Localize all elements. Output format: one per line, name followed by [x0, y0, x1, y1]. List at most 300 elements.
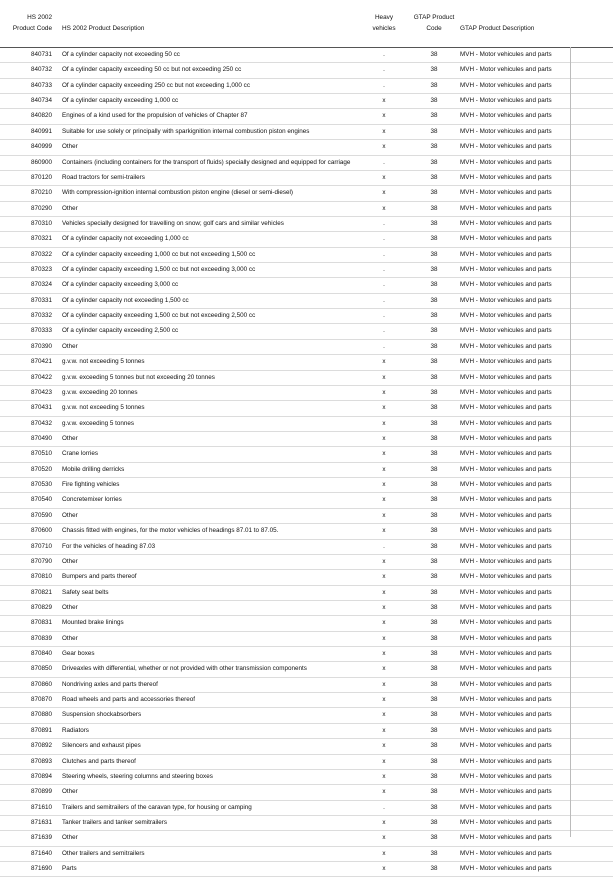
cell-heavy: .	[383, 235, 385, 243]
cell-code: 870331	[30, 296, 52, 304]
cell-code: 840731	[30, 51, 52, 58]
cell-gdesc: MVH - Motor vehicules and parts	[460, 143, 552, 151]
cell-heavy: .	[383, 51, 385, 58]
cell-heavy: x	[382, 511, 386, 519]
table-row	[0, 724, 613, 739]
cell-code: 840732	[30, 66, 52, 74]
table-row	[0, 186, 613, 201]
cell-code: 870839	[30, 634, 52, 642]
table-row	[0, 140, 613, 155]
cell-heavy: x	[382, 434, 386, 442]
cell-gtap: 38	[430, 373, 438, 381]
cell-desc: Of a cylinder capacity not exceeding 1,000 cc	[62, 235, 189, 243]
hs-gtap-table	[0, 12, 613, 877]
cell-code: 871690	[30, 865, 52, 873]
table-row	[0, 340, 613, 355]
cell-heavy: x	[382, 849, 386, 857]
cell-desc: Of a cylinder capacity not exceeding 50 cc	[62, 51, 180, 58]
cell-code: 871639	[30, 834, 52, 842]
cell-gtap: 38	[430, 573, 438, 581]
cell-desc: Safety seat belts	[62, 588, 109, 596]
cell-gtap: 38	[430, 849, 438, 857]
cell-gtap: 38	[430, 557, 438, 565]
right-edge-line	[570, 47, 571, 837]
table-row	[0, 48, 613, 63]
cell-gdesc: MVH - Motor vehicules and parts	[460, 250, 552, 258]
cell-code: 870530	[30, 481, 52, 489]
table-row	[0, 570, 613, 585]
cell-heavy: x	[382, 619, 386, 627]
table-row	[0, 555, 613, 570]
cell-gdesc: MVH - Motor vehicules and parts	[460, 419, 552, 427]
cell-gtap: 38	[430, 527, 438, 535]
cell-heavy: x	[382, 865, 386, 873]
cell-gtap: 38	[430, 588, 438, 596]
cell-code: 870431	[30, 404, 52, 412]
cell-heavy: x	[382, 818, 386, 826]
cell-gdesc: MVH - Motor vehicules and parts	[460, 696, 552, 704]
table-row	[0, 417, 613, 432]
cell-desc: Steering wheels, steering columns and steering boxes	[62, 772, 213, 780]
cell-gtap: 38	[430, 281, 438, 289]
cell-gdesc: MVH - Motor vehicules and parts	[460, 66, 552, 74]
cell-gdesc: MVH - Motor vehicules and parts	[460, 865, 552, 873]
cell-gdesc: MVH - Motor vehicules and parts	[460, 388, 552, 396]
cell-desc: Of a cylinder capacity exceeding 3,000 cc	[62, 281, 179, 289]
table-row	[0, 708, 613, 723]
table-row	[0, 662, 613, 677]
cell-gtap: 38	[430, 680, 438, 688]
cell-desc: Of a cylinder capacity exceeding 1,500 cc but not exceeding 2,500 cc	[62, 312, 256, 320]
cell-desc: g.v.w. exceeding 5 tonnes but not exceeding 20 tonnes	[62, 373, 215, 381]
cell-gtap: 38	[430, 742, 438, 750]
cell-heavy: x	[382, 496, 386, 504]
cell-heavy: x	[382, 757, 386, 765]
table-row	[0, 386, 613, 401]
table-row	[0, 493, 613, 508]
cell-gdesc: MVH - Motor vehicules and parts	[460, 650, 552, 658]
cell-gdesc: MVH - Motor vehicules and parts	[460, 573, 552, 581]
table-row	[0, 601, 613, 616]
cell-gtap: 38	[430, 434, 438, 442]
cell-gtap: 38	[430, 665, 438, 673]
cell-desc: Vehicles specially designed for travelling on snow; golf cars and similar vehicles	[62, 219, 284, 227]
cell-heavy: x	[382, 665, 386, 673]
cell-code: 870831	[30, 619, 52, 627]
cell-desc: With compression-ignition internal combustion piston engine (diesel or semi-diesel)	[62, 189, 293, 197]
cell-code: 840734	[30, 97, 52, 105]
cell-gtap: 38	[430, 496, 438, 504]
cell-gtap: 38	[430, 127, 438, 135]
cell-code: 870810	[30, 573, 52, 581]
table-row	[0, 432, 613, 447]
cell-desc: Suitable for use solely or principally with sparkignition internal combustion piston engines	[62, 127, 310, 135]
cell-gdesc: MVH - Motor vehicules and parts	[460, 788, 552, 796]
cell-code: 870324	[30, 281, 52, 289]
cell-gtap: 38	[430, 296, 438, 304]
cell-desc: Of a cylinder capacity exceeding 250 cc but not exceeding 1,000 cc	[62, 81, 250, 89]
cell-heavy: x	[382, 650, 386, 658]
cell-gtap: 38	[430, 219, 438, 227]
header-gtap-code-line2: Code	[426, 25, 442, 32]
cell-desc: Radiators	[62, 726, 89, 734]
cell-desc: Crane lorries	[62, 450, 99, 458]
cell-gtap: 38	[430, 511, 438, 519]
cell-code: 870893	[30, 757, 52, 765]
cell-heavy: .	[383, 158, 385, 166]
cell-code: 870422	[30, 373, 52, 381]
cell-desc: Mobile drilling derricks	[62, 465, 125, 473]
cell-heavy: .	[383, 327, 385, 335]
cell-code: 870490	[30, 434, 52, 442]
cell-desc: Of a cylinder capacity exceeding 1,500 cc but not exceeding 3,000 cc	[62, 266, 256, 274]
cell-code: 870321	[30, 235, 52, 243]
table-row	[0, 586, 613, 601]
cell-gtap: 38	[430, 342, 438, 350]
table-row	[0, 309, 613, 324]
table-row	[0, 647, 613, 662]
header-heavy-line1: Heavy	[374, 14, 394, 21]
cell-code: 870899	[30, 788, 52, 796]
header-gtap-code-line1: GTAP Product	[413, 14, 455, 21]
cell-desc: g.v.w. not exceeding 5 tonnes	[62, 358, 145, 366]
cell-desc: Clutches and parts thereof	[62, 757, 136, 765]
table-row	[0, 755, 613, 770]
cell-heavy: x	[382, 97, 386, 105]
cell-gtap: 38	[430, 204, 438, 212]
cell-code: 860900	[30, 158, 52, 166]
header-hs-code-line1: HS 2002	[27, 14, 52, 21]
table-row	[0, 248, 613, 263]
cell-gdesc: MVH - Motor vehicules and parts	[460, 619, 552, 627]
header-hs-description: HS 2002 Product Description	[62, 25, 145, 32]
table-row	[0, 463, 613, 478]
cell-gdesc: MVH - Motor vehicules and parts	[460, 204, 552, 212]
cell-gtap: 38	[430, 158, 438, 166]
cell-gtap: 38	[430, 634, 438, 642]
cell-desc: For the vehicles of heading 87.03	[62, 542, 156, 550]
cell-desc: Other	[62, 511, 78, 519]
cell-desc: Of a cylinder capacity exceeding 1,000 cc but not exceeding 1,500 cc	[62, 250, 256, 258]
cell-gdesc: MVH - Motor vehicules and parts	[460, 818, 552, 826]
cell-desc: Tanker trailers and tanker semitrailers	[62, 818, 167, 826]
cell-gdesc: MVH - Motor vehicules and parts	[460, 803, 552, 811]
cell-gtap: 38	[430, 112, 438, 120]
cell-desc: Other	[62, 788, 78, 796]
cell-gtap: 38	[430, 772, 438, 780]
cell-gtap: 38	[430, 542, 438, 550]
table-row	[0, 355, 613, 370]
cell-desc: Other	[62, 634, 78, 642]
cell-code: 870790	[30, 557, 52, 565]
cell-heavy: x	[382, 143, 386, 151]
cell-gdesc: MVH - Motor vehicules and parts	[460, 173, 552, 181]
cell-heavy: x	[382, 450, 386, 458]
cell-heavy: .	[383, 542, 385, 550]
cell-heavy: x	[382, 588, 386, 596]
cell-code: 870710	[30, 542, 52, 550]
cell-heavy: x	[382, 204, 386, 212]
cell-code: 840991	[30, 127, 52, 135]
cell-code: 870880	[30, 711, 52, 719]
cell-heavy: .	[383, 281, 385, 289]
cell-heavy: x	[382, 189, 386, 197]
cell-gdesc: MVH - Motor vehicules and parts	[460, 312, 552, 320]
cell-desc: Mounted brake linings	[62, 619, 124, 627]
cell-heavy: x	[382, 419, 386, 427]
cell-code: 870390	[30, 342, 52, 350]
cell-gdesc: MVH - Motor vehicules and parts	[460, 742, 552, 750]
cell-heavy: .	[383, 296, 385, 304]
cell-desc: Parts	[62, 865, 77, 873]
cell-gdesc: MVH - Motor vehicules and parts	[460, 557, 552, 565]
cell-gdesc: MVH - Motor vehicules and parts	[460, 112, 552, 120]
cell-heavy: x	[382, 481, 386, 489]
cell-gdesc: MVH - Motor vehicules and parts	[460, 711, 552, 719]
cell-gtap: 38	[430, 803, 438, 811]
cell-gdesc: MVH - Motor vehicules and parts	[460, 358, 552, 366]
cell-gdesc: MVH - Motor vehicules and parts	[460, 373, 552, 381]
table-row	[0, 263, 613, 278]
cell-gdesc: MVH - Motor vehicules and parts	[460, 726, 552, 734]
cell-code: 870290	[30, 204, 52, 212]
table-row	[0, 109, 613, 124]
cell-gdesc: MVH - Motor vehicules and parts	[460, 296, 552, 304]
table-row	[0, 770, 613, 785]
cell-code: 870421	[30, 358, 52, 366]
header-gtap-description: GTAP Product Description	[460, 25, 535, 32]
cell-gtap: 38	[430, 757, 438, 765]
cell-gdesc: MVH - Motor vehicules and parts	[460, 757, 552, 765]
table-row	[0, 862, 613, 877]
cell-heavy: x	[382, 358, 386, 366]
cell-code: 871640	[30, 849, 52, 857]
cell-code: 870870	[30, 696, 52, 704]
table-row	[0, 371, 613, 386]
table-row	[0, 217, 613, 232]
table-row	[0, 232, 613, 247]
cell-desc: Of a cylinder capacity not exceeding 1,500 cc	[62, 296, 189, 304]
cell-code: 870432	[30, 419, 52, 427]
cell-desc: Of a cylinder capacity exceeding 2,500 cc	[62, 327, 179, 335]
cell-gtap: 38	[430, 358, 438, 366]
cell-gtap: 38	[430, 189, 438, 197]
cell-gtap: 38	[430, 818, 438, 826]
cell-code: 840733	[30, 81, 52, 89]
cell-heavy: x	[382, 127, 386, 135]
cell-heavy: .	[383, 66, 385, 74]
table-header	[0, 12, 613, 48]
cell-gdesc: MVH - Motor vehicules and parts	[460, 342, 552, 350]
cell-code: 870210	[30, 189, 52, 197]
cell-code: 870322	[30, 250, 52, 258]
cell-gtap: 38	[430, 97, 438, 105]
table-row	[0, 831, 613, 846]
cell-desc: Gear boxes	[62, 650, 95, 658]
table-row	[0, 156, 613, 171]
cell-heavy: x	[382, 173, 386, 181]
cell-gtap: 38	[430, 650, 438, 658]
cell-gdesc: MVH - Motor vehicules and parts	[460, 327, 552, 335]
cell-heavy: .	[383, 250, 385, 258]
cell-gdesc: MVH - Motor vehicules and parts	[460, 97, 552, 105]
table-row	[0, 94, 613, 109]
cell-desc: Other	[62, 434, 78, 442]
cell-code: 870840	[30, 650, 52, 658]
cell-gtap: 38	[430, 619, 438, 627]
cell-gtap: 38	[430, 81, 438, 89]
cell-code: 871610	[30, 803, 52, 811]
cell-gdesc: MVH - Motor vehicules and parts	[460, 680, 552, 688]
table-body	[0, 48, 613, 877]
cell-gdesc: MVH - Motor vehicules and parts	[460, 266, 552, 274]
cell-desc: Nondriving axles and parts thereof	[62, 680, 158, 688]
cell-heavy: x	[382, 711, 386, 719]
cell-gdesc: MVH - Motor vehicules and parts	[460, 219, 552, 227]
cell-code: 870423	[30, 388, 52, 396]
cell-gdesc: MVH - Motor vehicules and parts	[460, 404, 552, 412]
cell-gtap: 38	[430, 250, 438, 258]
cell-desc: Road wheels and parts and accessories thereof	[62, 696, 196, 704]
cell-gtap: 38	[430, 404, 438, 412]
cell-gdesc: MVH - Motor vehicules and parts	[460, 189, 552, 197]
cell-desc: Silencers and exhaust pipes	[62, 742, 141, 750]
table-row	[0, 678, 613, 693]
cell-desc: Of a cylinder capacity exceeding 1,000 cc	[62, 97, 179, 105]
cell-gdesc: MVH - Motor vehicules and parts	[460, 849, 552, 857]
cell-gdesc: MVH - Motor vehicules and parts	[460, 281, 552, 289]
table-row	[0, 324, 613, 339]
cell-desc: Other	[62, 557, 78, 565]
cell-code: 870860	[30, 680, 52, 688]
cell-gtap: 38	[430, 726, 438, 734]
cell-gtap: 38	[430, 603, 438, 611]
table-row	[0, 202, 613, 217]
cell-gdesc: MVH - Motor vehicules and parts	[460, 527, 552, 535]
cell-desc: Road tractors for semi-trailers	[62, 173, 145, 181]
cell-code: 870323	[30, 266, 52, 274]
cell-gdesc: MVH - Motor vehicules and parts	[460, 772, 552, 780]
cell-code: 840999	[30, 143, 52, 151]
cell-heavy: x	[382, 788, 386, 796]
cell-heavy: x	[382, 557, 386, 565]
cell-heavy: .	[383, 312, 385, 320]
cell-gtap: 38	[430, 450, 438, 458]
cell-heavy: x	[382, 527, 386, 535]
header-hs-code-line2: Product Code	[12, 25, 52, 32]
table-row	[0, 616, 613, 631]
table-row	[0, 801, 613, 816]
cell-gdesc: MVH - Motor vehicules and parts	[460, 51, 552, 58]
cell-desc: Driveaxles with differential, whether or not provided with other transmission components	[62, 665, 307, 673]
cell-desc: Containers (including containers for the transport of fluids) specially designed and equipped for carriage	[62, 158, 351, 166]
table-row	[0, 447, 613, 462]
table-row	[0, 125, 613, 140]
cell-desc: g.v.w. exceeding 5 tonnes	[62, 419, 134, 427]
cell-heavy: x	[382, 603, 386, 611]
table-row	[0, 739, 613, 754]
table-row	[0, 294, 613, 309]
cell-heavy: x	[382, 726, 386, 734]
cell-gdesc: MVH - Motor vehicules and parts	[460, 481, 552, 489]
cell-gdesc: MVH - Motor vehicules and parts	[460, 81, 552, 89]
cell-gtap: 38	[430, 312, 438, 320]
cell-gdesc: MVH - Motor vehicules and parts	[460, 465, 552, 473]
cell-code: 870590	[30, 511, 52, 519]
cell-heavy: x	[382, 112, 386, 120]
cell-gtap: 38	[430, 235, 438, 243]
cell-desc: Suspension shockabsorbers	[62, 711, 142, 719]
cell-desc: Chassis fitted with engines, for the motor vehicles of headings 87.01 to 87.05.	[62, 527, 279, 535]
cell-gdesc: MVH - Motor vehicules and parts	[460, 634, 552, 642]
cell-code: 870510	[30, 450, 52, 458]
cell-gtap: 38	[430, 696, 438, 704]
cell-desc: Other	[62, 603, 78, 611]
cell-code: 870333	[30, 327, 52, 335]
cell-heavy: .	[383, 803, 385, 811]
cell-heavy: .	[383, 266, 385, 274]
table-row	[0, 540, 613, 555]
cell-gdesc: MVH - Motor vehicules and parts	[460, 496, 552, 504]
cell-heavy: x	[382, 742, 386, 750]
cell-gtap: 38	[430, 419, 438, 427]
cell-gdesc: MVH - Motor vehicules and parts	[460, 588, 552, 596]
cell-code: 870520	[30, 465, 52, 473]
cell-heavy: x	[382, 634, 386, 642]
table-row	[0, 278, 613, 293]
cell-code: 870891	[30, 726, 52, 734]
cell-code: 870540	[30, 496, 52, 504]
cell-gdesc: MVH - Motor vehicules and parts	[460, 603, 552, 611]
cell-heavy: x	[382, 573, 386, 581]
cell-gdesc: MVH - Motor vehicules and parts	[460, 235, 552, 243]
cell-heavy: x	[382, 696, 386, 704]
cell-desc: g.v.w. exceeding 20 tonnes	[62, 388, 138, 396]
table-row	[0, 79, 613, 94]
cell-code: 870850	[30, 665, 52, 673]
cell-desc: Of a cylinder capacity exceeding 50 cc but not exceeding 250 cc	[62, 66, 242, 74]
cell-desc: Other	[62, 834, 78, 842]
cell-gtap: 38	[430, 481, 438, 489]
cell-gtap: 38	[430, 143, 438, 151]
cell-code: 870894	[30, 772, 52, 780]
cell-gtap: 38	[430, 465, 438, 473]
cell-code: 870120	[30, 173, 52, 181]
table-row	[0, 478, 613, 493]
cell-desc: g.v.w. not exceeding 5 tonnes	[62, 404, 145, 412]
cell-gdesc: MVH - Motor vehicules and parts	[460, 542, 552, 550]
cell-heavy: x	[382, 388, 386, 396]
cell-code: 871631	[30, 818, 52, 826]
cell-desc: Bumpers and parts thereof	[62, 573, 137, 581]
cell-heavy: .	[383, 81, 385, 89]
cell-gdesc: MVH - Motor vehicules and parts	[460, 158, 552, 166]
cell-desc: Fire fighting vehicles	[62, 481, 120, 489]
cell-heavy: .	[383, 342, 385, 350]
table-row	[0, 693, 613, 708]
table-row	[0, 401, 613, 416]
cell-gtap: 38	[430, 266, 438, 274]
cell-gtap: 38	[430, 66, 438, 74]
cell-code: 870600	[30, 527, 52, 535]
cell-code: 840820	[30, 112, 52, 120]
cell-heavy: .	[383, 219, 385, 227]
table-row	[0, 509, 613, 524]
cell-heavy: x	[382, 465, 386, 473]
table-row	[0, 847, 613, 862]
cell-code: 870821	[30, 588, 52, 596]
cell-heavy: x	[382, 373, 386, 381]
